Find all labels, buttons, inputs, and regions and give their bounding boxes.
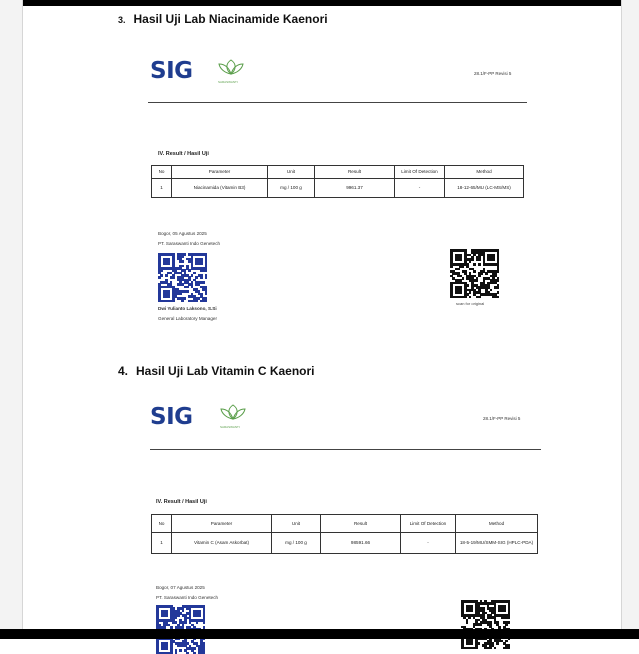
top-black-bar — [0, 0, 639, 6]
leaf-logo-icon-2 — [218, 403, 248, 423]
place-date-2: Bogor, 07 Agustus 2025 — [156, 585, 205, 590]
table-header-row — [152, 166, 524, 179]
cell-limit: - — [401, 533, 456, 554]
signature-qr-code-1 — [158, 253, 207, 302]
cell-no: 1 — [152, 533, 172, 554]
cell-limit: - — [395, 179, 445, 198]
sig-logo-1: SIG — [150, 58, 193, 84]
left-margin — [0, 0, 23, 639]
header-no: No — [152, 515, 172, 533]
logo-caption-2: SARASWANTI — [220, 425, 240, 429]
signer-title-1: General Laboratory Manager — [158, 316, 217, 321]
verification-qr-code-1[interactable] — [450, 249, 499, 298]
section-3-title: Hasil Uji Lab Niacinamide Kaenori — [133, 12, 328, 26]
table-header-row — [152, 515, 538, 533]
header-unit: Unit — [268, 166, 315, 179]
table-row — [152, 533, 538, 554]
section-3-heading — [118, 12, 328, 26]
table-row — [152, 179, 524, 198]
leaf-logo-icon-1 — [216, 58, 246, 78]
header-parameter: Parameter — [172, 515, 272, 533]
place-date-1: Bogor, 05 Agustus 2025 — [158, 231, 207, 236]
doc-ref-2: 28.1/F-PP Revisi 5 — [483, 416, 521, 421]
header-method: Method — [445, 166, 524, 179]
cell-unit: mg / 100 g — [272, 533, 321, 554]
section-4-number: 4. — [118, 364, 129, 378]
cell-unit: mg / 100 g — [268, 179, 315, 198]
result-title-2: IV. Result / Hasil Uji — [156, 499, 207, 505]
cell-parameter: Niacinamida (Vitamin B3) — [172, 179, 268, 198]
sig-logo-2: SIG — [150, 404, 193, 430]
company-2: PT. Saraswanti Indo Genetech — [156, 595, 219, 600]
cell-method: 18-12-65/MU (LC-MS/MS) — [445, 179, 524, 198]
company-1: PT. Saraswanti Indo Genetech — [158, 241, 221, 246]
header-rule-2 — [150, 449, 541, 450]
bottom-black-bar — [0, 629, 639, 639]
header-result: Result — [315, 166, 395, 179]
result-title-1: IV. Result / Hasil Uji — [158, 151, 209, 157]
signer-name-1: Dwi Yulianto Laksono, S.Si — [158, 306, 217, 311]
doc-ref-1: 28.1/F-PP Revisi 5 — [474, 71, 512, 76]
section-3-number: 3. — [118, 15, 126, 25]
cell-result: 98591.66 — [321, 533, 401, 554]
cell-method: 18-5-19/MU/SMM-SIG (HPLC-PDA) — [456, 533, 538, 554]
header-result: Result — [321, 515, 401, 533]
header-limit: Limit Of Detection — [401, 515, 456, 533]
header-limit: Limit Of Detection — [395, 166, 445, 179]
cell-result: 9961.37 — [315, 179, 395, 198]
header-parameter: Parameter — [172, 166, 268, 179]
cell-parameter: Vitamin C (Asam Askorbat) — [172, 533, 272, 554]
cell-no: 1 — [152, 179, 172, 198]
right-scrollbar-margin[interactable] — [621, 0, 639, 639]
header-unit: Unit — [272, 515, 321, 533]
header-method: Method — [456, 515, 538, 533]
logo-caption-1: SARASWANTI — [218, 80, 238, 84]
scan-caption-1: scan for original — [456, 301, 485, 306]
section-4-heading — [118, 364, 315, 378]
section-4-title: Hasil Uji Lab Vitamin C Kaenori — [136, 364, 315, 378]
header-rule-1 — [148, 102, 527, 103]
result-table-1 — [151, 165, 524, 198]
result-table-2 — [151, 514, 538, 554]
header-no: No — [152, 166, 172, 179]
verification-qr-code-2[interactable] — [461, 600, 510, 649]
